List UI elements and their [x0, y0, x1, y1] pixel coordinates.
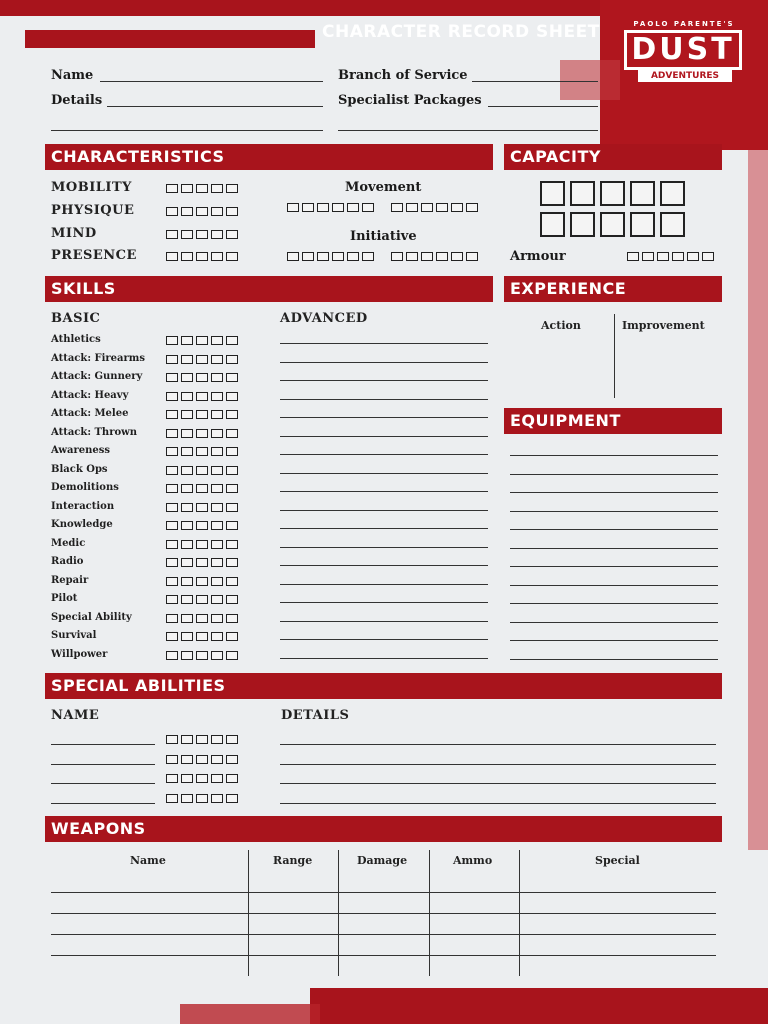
skill-checkbox[interactable] [196, 447, 208, 456]
skill-checkbox[interactable] [181, 484, 193, 493]
corner-splash [560, 60, 620, 100]
skill-checkbox[interactable] [166, 373, 178, 382]
equipment-header: EQUIPMENT [504, 408, 722, 434]
stat-checkbox[interactable] [181, 230, 193, 239]
skill-checkbox[interactable] [181, 577, 193, 586]
skill-checkbox[interactable] [226, 595, 238, 604]
weapon-row-line[interactable] [51, 955, 716, 956]
skill-checkbox[interactable] [196, 392, 208, 401]
initiative-checkbox[interactable] [451, 252, 463, 261]
movement-checkbox[interactable] [406, 203, 418, 212]
stat-checkbox[interactable] [166, 207, 178, 216]
skill-checkbox[interactable] [226, 447, 238, 456]
special-checkbox[interactable] [166, 794, 178, 803]
skill-checkbox[interactable] [226, 558, 238, 567]
initiative-checkbox[interactable] [421, 252, 433, 261]
equipment-line[interactable] [510, 659, 718, 660]
initiative-checkbox[interactable] [362, 252, 374, 261]
stat-checkbox[interactable] [226, 207, 238, 216]
special-checkbox[interactable] [196, 735, 208, 744]
special-checkbox[interactable] [211, 755, 223, 764]
skill-checkbox[interactable] [166, 521, 178, 530]
skill-checkbox[interactable] [166, 651, 178, 660]
skill-checkbox[interactable] [166, 540, 178, 549]
skill-label: Attack: Thrown [51, 426, 138, 438]
skills-basic-heading: BASIC [51, 311, 101, 326]
skill-checkbox[interactable] [196, 336, 208, 345]
advanced-skill-line[interactable] [280, 602, 488, 603]
weapons-col-damage: Damage [357, 854, 408, 867]
sheet-title: CHARACTER RECORD SHEET [322, 22, 600, 42]
skill-checkbox[interactable] [181, 558, 193, 567]
logo-tagline: PAOLO PARENTE'S [633, 20, 735, 28]
skills-header: SKILLS [45, 276, 493, 302]
capacity-checkbox[interactable] [630, 181, 655, 206]
stat-checkbox[interactable] [166, 252, 178, 261]
advanced-skill-line[interactable] [280, 473, 488, 474]
weapon-row-line[interactable] [51, 913, 716, 914]
stat-checkbox[interactable] [211, 207, 223, 216]
skill-checkbox[interactable] [181, 392, 193, 401]
stat-checkbox[interactable] [226, 184, 238, 193]
skill-checkbox[interactable] [166, 632, 178, 641]
movement-checkbox[interactable] [362, 203, 374, 212]
equipment-line[interactable] [510, 492, 718, 493]
special-checkbox[interactable] [196, 774, 208, 783]
special-details-line[interactable] [280, 803, 716, 804]
capacity-checkbox[interactable] [660, 181, 685, 206]
special-checkbox[interactable] [211, 774, 223, 783]
advanced-skill-line[interactable] [280, 565, 488, 566]
skill-checkbox[interactable] [211, 577, 223, 586]
stat-checkbox[interactable] [196, 207, 208, 216]
skill-checkbox[interactable] [181, 447, 193, 456]
skill-checkbox[interactable] [196, 466, 208, 475]
initiative-checkbox[interactable] [302, 252, 314, 261]
stat-checkbox[interactable] [196, 230, 208, 239]
capacity-checkbox[interactable] [540, 181, 565, 206]
skill-label: Willpower [51, 648, 108, 660]
skill-checkbox[interactable] [226, 410, 238, 419]
special-checkbox[interactable] [226, 774, 238, 783]
skill-checkbox[interactable] [211, 336, 223, 345]
name-label: Name [51, 68, 94, 83]
skill-checkbox[interactable] [196, 651, 208, 660]
experience-action-label: Action [541, 319, 581, 332]
skill-label: Knowledge [51, 519, 113, 530]
skill-checkbox[interactable] [226, 614, 238, 623]
special-checkbox[interactable] [196, 794, 208, 803]
movement-checkbox[interactable] [466, 203, 478, 212]
stat-checkbox[interactable] [211, 230, 223, 239]
skill-checkbox[interactable] [181, 651, 193, 660]
special-checkbox[interactable] [166, 735, 178, 744]
skill-checkbox[interactable] [196, 410, 208, 419]
skill-checkbox[interactable] [181, 373, 193, 382]
weapon-column-divider [519, 850, 520, 976]
stat-presence: PRESENCE [51, 248, 137, 263]
movement-checkbox[interactable] [436, 203, 448, 212]
skill-label: Awareness [51, 445, 110, 456]
initiative-checkbox[interactable] [391, 252, 403, 261]
skill-checkbox[interactable] [196, 503, 208, 512]
skills-advanced-heading: ADVANCED [280, 311, 368, 326]
capacity-checkbox[interactable] [540, 212, 565, 237]
advanced-skill-line[interactable] [280, 417, 488, 418]
stat-checkbox[interactable] [166, 184, 178, 193]
initiative-checkbox[interactable] [287, 252, 299, 261]
weapons-col-range: Range [273, 854, 313, 867]
advanced-skill-line[interactable] [280, 584, 488, 585]
details-label: Details [51, 93, 103, 108]
skill-checkbox[interactable] [226, 336, 238, 345]
skill-checkbox[interactable] [196, 521, 208, 530]
special-checkbox[interactable] [181, 755, 193, 764]
skill-checkbox[interactable] [181, 429, 193, 438]
stat-checkbox[interactable] [211, 252, 223, 261]
equipment-line[interactable] [510, 585, 718, 586]
skill-checkbox[interactable] [211, 410, 223, 419]
special-checkbox[interactable] [226, 735, 238, 744]
armour-checkbox[interactable] [627, 252, 639, 261]
initiative-checkbox[interactable] [317, 252, 329, 261]
skill-checkbox[interactable] [211, 632, 223, 641]
skill-checkbox[interactable] [196, 484, 208, 493]
skill-checkbox[interactable] [211, 447, 223, 456]
weapons-col-ammo: Ammo [453, 854, 493, 867]
advanced-skill-line[interactable] [280, 658, 488, 659]
skill-checkbox[interactable] [211, 651, 223, 660]
advanced-skill-line[interactable] [280, 621, 488, 622]
advanced-skill-line[interactable] [280, 436, 488, 437]
skill-checkbox[interactable] [196, 373, 208, 382]
skill-label: Attack: Heavy [51, 389, 129, 401]
capacity-checkbox[interactable] [600, 212, 625, 237]
skill-label: Demolitions [51, 482, 119, 493]
armour-checkbox[interactable] [642, 252, 654, 261]
skill-checkbox[interactable] [181, 466, 193, 475]
stat-checkbox[interactable] [181, 252, 193, 261]
special-checkbox[interactable] [196, 755, 208, 764]
skill-checkbox[interactable] [226, 521, 238, 530]
skill-checkbox[interactable] [226, 355, 238, 364]
skill-checkbox[interactable] [211, 614, 223, 623]
armour-checkbox[interactable] [702, 252, 714, 261]
movement-checkbox[interactable] [451, 203, 463, 212]
special-name-line[interactable] [51, 803, 155, 804]
stat-checkbox[interactable] [166, 230, 178, 239]
skill-checkbox[interactable] [196, 632, 208, 641]
skill-checkbox[interactable] [211, 392, 223, 401]
weapons-col-special: Special [595, 854, 640, 867]
skill-checkbox[interactable] [226, 484, 238, 493]
movement-checkbox[interactable] [391, 203, 403, 212]
movement-checkbox[interactable] [347, 203, 359, 212]
skill-label: Special Ability [51, 611, 132, 623]
experience-header: EXPERIENCE [504, 276, 722, 302]
skill-checkbox[interactable] [211, 558, 223, 567]
special-details-line[interactable] [280, 783, 716, 784]
stat-checkbox[interactable] [226, 252, 238, 261]
skill-label: Attack: Melee [51, 408, 129, 419]
skill-checkbox[interactable] [166, 484, 178, 493]
bottom-red-splash [180, 1004, 320, 1024]
advanced-skill-line[interactable] [280, 380, 488, 381]
logo-subtitle: ADVENTURES [638, 70, 732, 82]
skill-checkbox[interactable] [166, 466, 178, 475]
details-field[interactable] [107, 106, 323, 107]
skill-checkbox[interactable] [166, 595, 178, 604]
advanced-skill-line[interactable] [280, 491, 488, 492]
stat-checkbox[interactable] [226, 230, 238, 239]
details-field-line2[interactable] [51, 130, 323, 131]
initiative-checkbox[interactable] [347, 252, 359, 261]
capacity-checkbox[interactable] [570, 181, 595, 206]
movement-checkbox[interactable] [421, 203, 433, 212]
capacity-checkbox[interactable] [570, 212, 595, 237]
capacity-checkbox[interactable] [600, 181, 625, 206]
skill-checkbox[interactable] [166, 558, 178, 567]
movement-checkbox[interactable] [287, 203, 299, 212]
special-checkbox[interactable] [226, 794, 238, 803]
skill-checkbox[interactable] [211, 540, 223, 549]
experience-improvement-label: Improvement [622, 319, 705, 332]
skill-checkbox[interactable] [226, 651, 238, 660]
weapons-col-name: Name [130, 854, 166, 867]
skill-checkbox[interactable] [211, 373, 223, 382]
packages-field[interactable] [488, 106, 598, 107]
capacity-header: CAPACITY [504, 144, 722, 170]
special-checkbox[interactable] [181, 735, 193, 744]
initiative-checkbox[interactable] [332, 252, 344, 261]
capacity-checkbox[interactable] [630, 212, 655, 237]
armour-checkbox[interactable] [672, 252, 684, 261]
skill-checkbox[interactable] [196, 558, 208, 567]
skill-checkbox[interactable] [181, 336, 193, 345]
special-name-line[interactable] [51, 744, 155, 745]
name-field[interactable] [100, 81, 323, 82]
skill-label: Black Ops [51, 463, 108, 475]
armour-checkboxes [627, 252, 714, 261]
skill-checkbox[interactable] [211, 466, 223, 475]
stat-checkbox[interactable] [181, 184, 193, 193]
skill-checkbox[interactable] [226, 373, 238, 382]
skill-checkbox[interactable] [166, 392, 178, 401]
bottom-red-band [310, 988, 768, 1024]
special-checkbox[interactable] [181, 794, 193, 803]
skill-checkbox[interactable] [226, 392, 238, 401]
advanced-skill-line[interactable] [280, 362, 488, 363]
characteristics-header: CHARACTERISTICS [45, 144, 493, 170]
weapons-header: WEAPONS [45, 816, 722, 842]
weapon-column-divider [338, 850, 339, 976]
special-details-line[interactable] [280, 744, 716, 745]
packages-label: Specialist Packages [338, 93, 482, 108]
skill-label: Attack: Firearms [51, 352, 145, 364]
stat-mobility: MOBILITY [51, 180, 132, 195]
skill-checkbox[interactable] [196, 429, 208, 438]
special-abilities-header: SPECIAL ABILITIES [45, 673, 722, 699]
skill-label: Survival [51, 630, 97, 641]
special-checkbox[interactable] [181, 774, 193, 783]
skill-checkbox[interactable] [166, 503, 178, 512]
capacity-checkbox[interactable] [660, 212, 685, 237]
armour-checkbox[interactable] [687, 252, 699, 261]
equipment-line[interactable] [510, 548, 718, 549]
initiative-checkbox[interactable] [436, 252, 448, 261]
initiative-checkbox[interactable] [466, 252, 478, 261]
skill-checkbox[interactable] [226, 466, 238, 475]
skill-checkbox[interactable] [226, 577, 238, 586]
stat-checkbox[interactable] [211, 184, 223, 193]
special-checkbox[interactable] [166, 774, 178, 783]
equipment-line[interactable] [510, 603, 718, 604]
skill-label: Attack: Gunnery [51, 371, 143, 382]
skill-checkbox[interactable] [166, 429, 178, 438]
skill-checkbox[interactable] [166, 336, 178, 345]
equipment-line[interactable] [510, 640, 718, 641]
armour-checkbox[interactable] [657, 252, 669, 261]
skill-label: Radio [51, 556, 84, 567]
advanced-skill-line[interactable] [280, 343, 488, 344]
equipment-line[interactable] [510, 455, 718, 456]
logo: DUST [624, 30, 742, 70]
advanced-skill-line[interactable] [280, 454, 488, 455]
skill-checkbox[interactable] [181, 355, 193, 364]
stat-physique: PHYSIQUE [51, 203, 135, 218]
skill-label: Athletics [51, 334, 101, 345]
special-checkbox[interactable] [211, 735, 223, 744]
movement-label: Movement [345, 180, 422, 195]
skill-label: Pilot [51, 593, 78, 604]
packages-field-line2[interactable] [338, 130, 598, 131]
equipment-line[interactable] [510, 474, 718, 475]
skill-checkbox[interactable] [196, 614, 208, 623]
skill-checkbox[interactable] [166, 410, 178, 419]
armour-label: Armour [510, 249, 566, 264]
special-checkbox[interactable] [211, 794, 223, 803]
skill-checkbox[interactable] [196, 595, 208, 604]
skill-checkbox[interactable] [181, 540, 193, 549]
skill-checkbox[interactable] [181, 632, 193, 641]
stat-mind: MIND [51, 226, 97, 241]
skill-checkbox[interactable] [211, 355, 223, 364]
title-red-stripe [25, 30, 315, 48]
advanced-skill-line[interactable] [280, 510, 488, 511]
skill-checkbox[interactable] [181, 595, 193, 604]
skill-checkbox[interactable] [211, 429, 223, 438]
right-edge-splash [748, 150, 768, 850]
advanced-skill-line[interactable] [280, 528, 488, 529]
special-details-heading: DETAILS [281, 708, 350, 723]
skill-checkbox[interactable] [166, 577, 178, 586]
advanced-skill-line[interactable] [280, 547, 488, 548]
branch-field[interactable] [472, 81, 598, 82]
stat-checkbox[interactable] [196, 252, 208, 261]
skill-checkbox[interactable] [181, 614, 193, 623]
skill-checkbox[interactable] [181, 410, 193, 419]
special-details-line[interactable] [280, 764, 716, 765]
stat-checkbox[interactable] [196, 184, 208, 193]
branch-label: Branch of Service [338, 68, 468, 83]
skill-checkbox[interactable] [166, 447, 178, 456]
skill-label: Interaction [51, 500, 115, 512]
equipment-line[interactable] [510, 622, 718, 623]
skill-checkbox[interactable] [181, 503, 193, 512]
skill-checkbox[interactable] [196, 577, 208, 586]
equipment-line[interactable] [510, 566, 718, 567]
weapon-column-divider [248, 850, 249, 976]
skill-checkbox[interactable] [226, 503, 238, 512]
advanced-skill-line[interactable] [280, 399, 488, 400]
skill-checkbox[interactable] [166, 355, 178, 364]
special-name-line[interactable] [51, 783, 155, 784]
special-checkbox[interactable] [226, 755, 238, 764]
weapon-column-divider [429, 850, 430, 976]
special-name-heading: NAME [51, 708, 100, 723]
advanced-skill-line[interactable] [280, 639, 488, 640]
experience-divider [614, 314, 615, 398]
weapon-row-line[interactable] [51, 892, 716, 893]
skill-checkbox[interactable] [211, 484, 223, 493]
initiative-checkbox[interactable] [406, 252, 418, 261]
skill-checkbox[interactable] [196, 355, 208, 364]
special-checkbox[interactable] [166, 755, 178, 764]
skill-checkbox[interactable] [226, 429, 238, 438]
skill-checkbox[interactable] [181, 521, 193, 530]
special-name-line[interactable] [51, 764, 155, 765]
skill-checkbox[interactable] [211, 521, 223, 530]
skill-checkbox[interactable] [226, 632, 238, 641]
movement-checkbox[interactable] [302, 203, 314, 212]
initiative-label: Initiative [350, 229, 417, 244]
skill-checkbox[interactable] [226, 540, 238, 549]
movement-checkbox[interactable] [317, 203, 329, 212]
skill-checkbox[interactable] [211, 503, 223, 512]
equipment-line[interactable] [510, 529, 718, 530]
equipment-line[interactable] [510, 511, 718, 512]
skill-label: Repair [51, 574, 89, 586]
skill-checkbox[interactable] [196, 540, 208, 549]
stat-checkbox[interactable] [181, 207, 193, 216]
movement-checkbox[interactable] [332, 203, 344, 212]
skill-checkbox[interactable] [211, 595, 223, 604]
skill-checkbox[interactable] [166, 614, 178, 623]
skill-label: Medic [51, 537, 86, 549]
weapon-row-line[interactable] [51, 934, 716, 935]
